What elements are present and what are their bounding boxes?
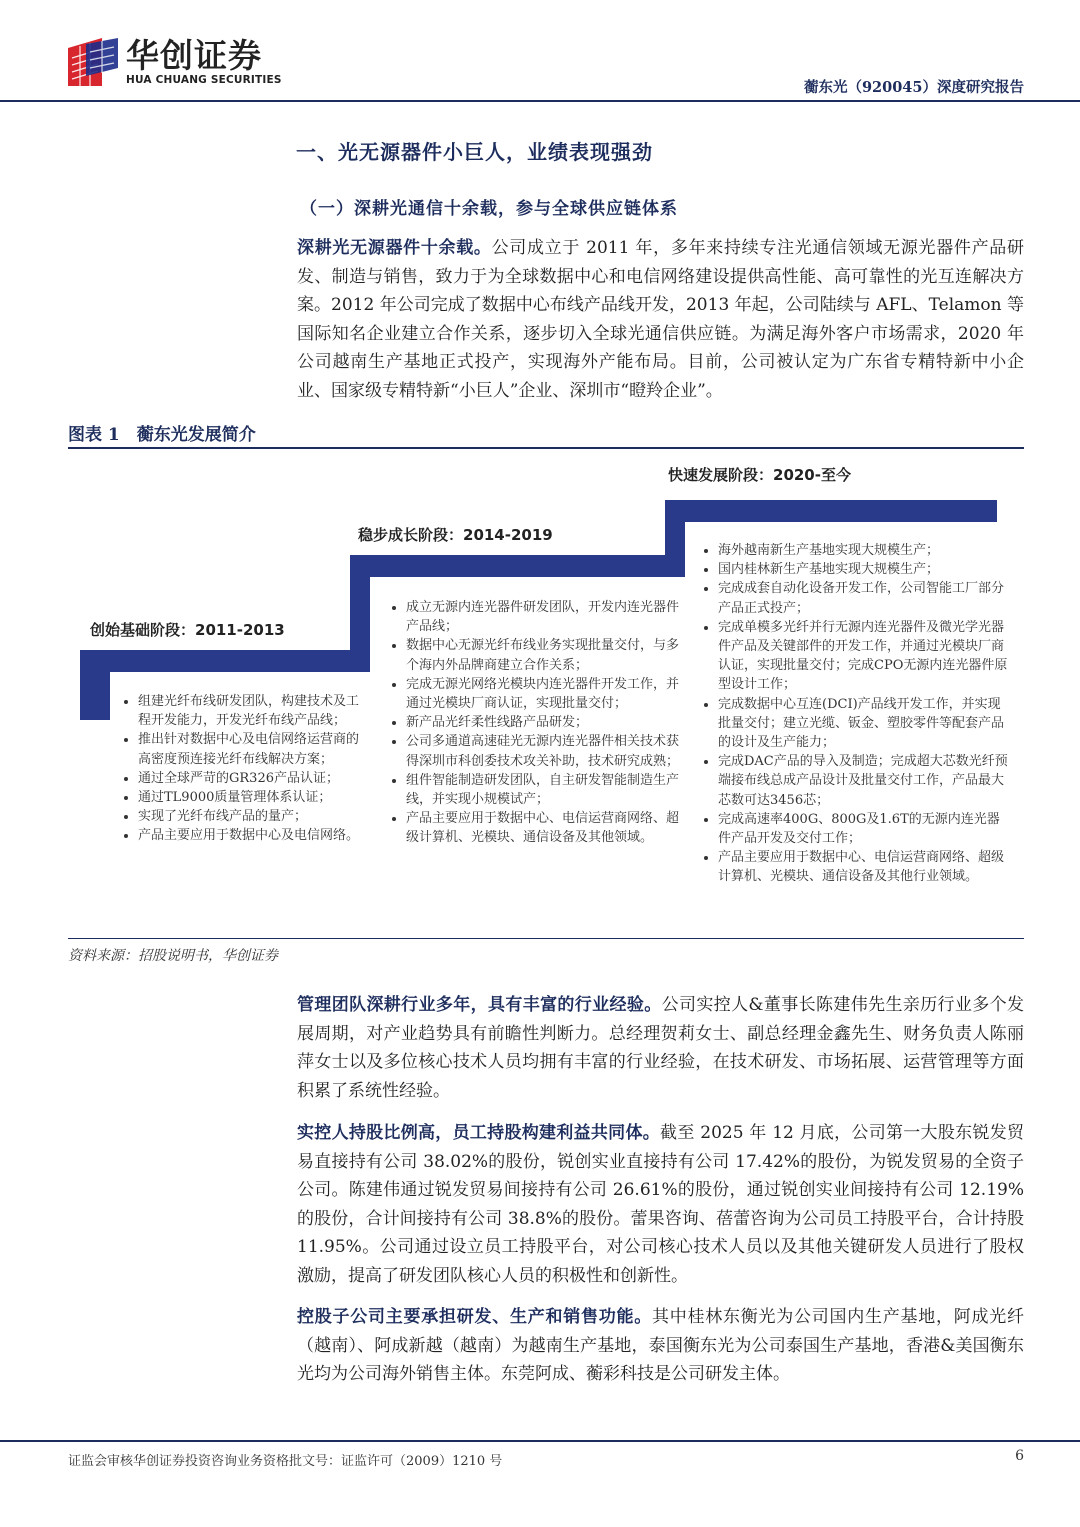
logo-name-en: HUA CHUANG SECURITIES (126, 74, 282, 86)
list-item: • 实现了光纤布线产品的量产； (138, 807, 368, 826)
paragraph-text: 公司成立于 2011 年，多年来持续专注光通信领域无源光器件产品研发、制造与销售，致力于为全球数据中心和电信网络建设提供高性能、高可靠性的光互连解决方案。2012 年公司完成了数据中心布线产品线开发，2013 年起，公司陆续与 AFL、Telamon 等国际知名企业建立合作关系，逐步切入全球光通信供应链。为满足海外客户市场需求，2020 年公司越南生产基地正式投产，实现海外产能布局。目前，公司被认定为广东省专精特新中小企业、国家级专精特新“小巨人”企业、深圳市“瞪羚企业”。 (297, 238, 1024, 401)
list-item: • 数据中心无源光纤布线业务实现批量交付，与多个海内外品牌商建立合作关系； (406, 636, 680, 674)
figure-top-rule (68, 447, 1024, 449)
list-item: • 组件智能制造研发团队，自主研发智能制造生产线，并实现小规模试产； (406, 771, 680, 809)
list-item: • 推出针对数据中心及电信网络运营商的高密度预连接光纤布线解决方案； (138, 730, 368, 768)
stage-1-label: 创始基础阶段：2011-2013 (90, 621, 285, 639)
list-item: • 新产品光纤柔性线路产品研发； (406, 713, 680, 732)
figure-source: 资料来源：招股说明书，华创证券 (68, 948, 278, 964)
list-item: • 组建光纤布线研发团队，构建技术及工程开发能力，开发光纤布线产品线； (138, 692, 368, 730)
paragraph-text: 截至 2025 年 12 月底，公司第一大股东锐发贸易直接持有公司 38.02%的股份，锐创实业直接持有公司 17.42%的股份，为锐发贸易的全资子公司。陈建伟通过锐发贸易间接持有公司 26.61%的股份，通过锐创实业间接持有公司 12.19%的股份，合计间接持有公司 38.8%的股份。蕾果咨询、蓓蕾咨询为公司员工持股平台，合计持股 11.95%。公司通过设立员工持股平台，对公司核心技术人员以及其他关键研发人员进行了股权激励，提高了研发团队核心人员的积极性和创新性。 (297, 1123, 1024, 1286)
list-item: • 完成单模多光纤并行无源内连光器件及微光学光器件产品及关键部件的开发工作，并通过光模块厂商认证，实现批量交付；完成CPO无源内连光器件原型设计工作； (718, 618, 1010, 695)
stage-1-list (122, 692, 368, 846)
list-item: • 国内桂林新生产基地实现大规模生产； (718, 560, 1010, 579)
list-item: • 完成数据中心互连(DCI)产品线开发工作，并实现批量交付；建立光缆、钣金、塑胶零件等配套产品的设计及生产能力； (718, 695, 1010, 753)
figure-title: 图表 1 蘅东光发展简介 (68, 425, 256, 445)
list-item: • 完成高速率400G、800G及1.6T的无源内连光器件产品开发及交付工作； (718, 810, 1010, 848)
stage-3-list (702, 541, 1010, 887)
list-item: • 产品主要应用于数据中心、电信运营商网络、超级计算机、光模块、通信设备及其他领域。 (406, 809, 680, 847)
list-item: • 通过全球严苛的GR326产品认证； (138, 769, 368, 788)
paragraph-subsidiaries (297, 1303, 1024, 1389)
section-heading: 一、光无源器件小巨人，业绩表现强劲 (296, 140, 653, 164)
list-item: • 产品主要应用于数据中心及电信网络。 (138, 826, 368, 845)
footer-license: 证监会审核华创证券投资咨询业务资格批文号：证监许可（2009）1210 号 (68, 1454, 503, 1469)
header-divider (0, 100, 1080, 102)
paragraph-lead: 实控人持股比例高，员工持股构建利益共同体。 (297, 1123, 661, 1143)
paragraph-management (297, 991, 1024, 1105)
paragraph-shareholding (297, 1119, 1024, 1291)
list-item: • 成立无源内连光器件研发团队，开发内连光器件产品线； (406, 598, 680, 636)
paragraph-text: 公司实控人&董事长陈建伟先生亲历行业多个发展周期，对产业趋势具有前瞻性判断力。总经理贺莉女士、副总经理金鑫先生、财务负责人陈丽萍女士以及多位核心技术人员均拥有丰富的行业经验，在技术研发、市场拓展、运营管理等方面积累了系统性经验。 (297, 995, 1025, 1101)
stage-2-list (390, 598, 680, 848)
logo-icon (68, 38, 118, 86)
subsection-heading: （一）深耕光通信十余载，参与全球供应链体系 (300, 199, 678, 219)
page-number: 6 (1015, 1448, 1024, 1464)
paragraph-history (297, 234, 1024, 406)
list-item: • 完成成套自动化设备开发工作，公司智能工厂部分产品正式投产； (718, 579, 1010, 617)
paragraph-lead: 控股子公司主要承担研发、生产和销售功能。 (297, 1307, 652, 1327)
stage-2-label: 稳步成长阶段：2014-2019 (358, 526, 553, 544)
document-title: 蘅东光（920045）深度研究报告 (803, 79, 1024, 96)
list-item: • 公司多通道高速硅光无源内连光器件相关技术获得深圳市科创委技术攻关补助，技术研究成熟； (406, 732, 680, 770)
list-item: • 产品主要应用于数据中心、电信运营商网络、超级计算机、光模块、通信设备及其他行业领域。 (718, 848, 1010, 886)
logo-name-cn: 华创证券 (126, 36, 262, 75)
figure-bottom-rule (68, 938, 1024, 939)
paragraph-text: 其中桂林东衡光为公司国内生产基地，阿成光纤（越南）、阿成新越（越南）为越南生产基地，泰国衡东光为公司泰国生产基地，香港&美国衡东光均为公司海外销售主体。东莞阿成、蘅彩科技是公司研发主体。 (297, 1307, 1024, 1385)
list-item: • 通过TL9000质量管理体系认证； (138, 788, 368, 807)
footer-divider (0, 1440, 1080, 1442)
paragraph-lead: 管理团队深耕行业多年，具有丰富的行业经验。 (297, 995, 662, 1015)
list-item: • 海外越南新生产基地实现大规模生产； (718, 541, 1010, 560)
list-item: • 完成DAC产品的导入及制造；完成超大芯数光纤预端接布线总成产品设计及批量交付工作，产品最大芯数可达3456芯； (718, 752, 1010, 810)
paragraph-lead: 深耕光无源器件十余载。 (297, 238, 492, 258)
list-item: • 完成无源光网络光模块内连光器件开发工作，并通过光模块厂商认证，实现批量交付； (406, 675, 680, 713)
stage-3-label: 快速发展阶段：2020-至今 (668, 466, 851, 484)
